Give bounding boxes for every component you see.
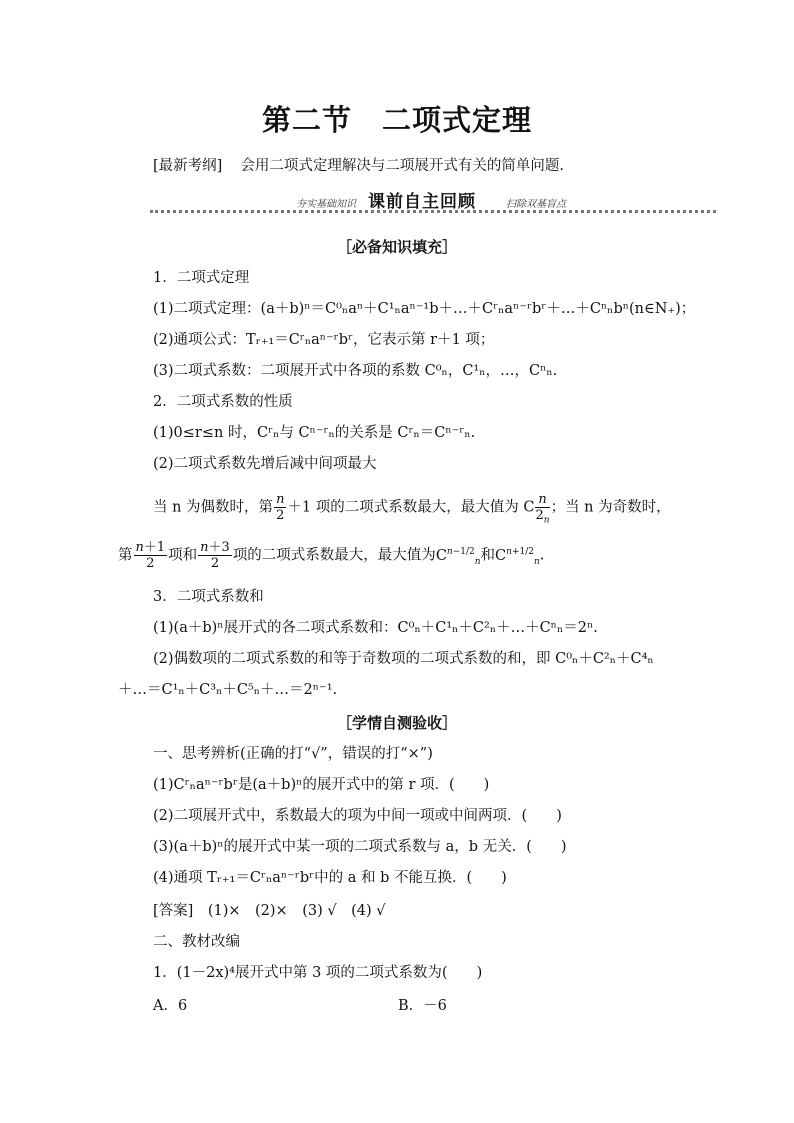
knowledge-heading-2: 2．二项式系数的性质 [153,394,293,410]
fraction-n-plus-1-over-2: $\frac{n+1}{2}$ [135,540,166,571]
selftest-heading-1: 一、思考辨析(正确的打“√”，错误的打“×”) [153,746,433,762]
syllabus-text: 会用二项式定理解决与二项展开式有关的简单问题. [240,158,564,174]
title-part1: 第二节 [261,103,352,137]
title-part2: 二项式定理 [382,103,533,137]
max-coef-2: $C^{n+1/2}_n$ [495,546,540,567]
page-title [0,98,794,139]
selftest-answer: [答案] (1)× (2)× (3) √ (4) √ [153,903,386,919]
odd-n-text-d: 和 [480,547,496,564]
knowledge-even-odd-sum: (2)偶数项的二项式系数的和等于奇数项的二项式系数的和，即 C⁰ₙ＋C²ₙ＋C⁴ₙ [153,651,654,667]
selftest-question-5: 1．(1－2x)⁴展开式中第 3 项的二项式系数为( ) [153,965,483,981]
selftest-question-2: (2)二项展开式中，系数最大的项为中间一项或中间两项．( ) [153,808,562,824]
selftest-question-4: (4)通项 Tᵣ₊₁＝Cʳₙaⁿ⁻ʳbʳ中的 a 和 b 不能互换．( ) [153,870,507,886]
even-n-text-a: 当 n 为偶数时，第 [153,499,274,516]
fraction-n-over-2: $\frac{n}{2}$ [276,492,285,523]
banner-left: 夯实基础知识 [296,199,356,210]
even-n-text-c: ；当 n 为奇数时， [550,499,671,516]
option-b: B．－6 [398,998,447,1014]
selftest-question-1: (1)Cʳₙaⁿ⁻ʳbʳ是(a＋b)ⁿ的展开式中的第 r 项．( ) [153,777,490,793]
knowledge-even-odd-sum-cont: ＋…＝C¹ₙ＋C³ₙ＋C⁵ₙ＋…＝2ⁿ⁻¹. [118,682,338,698]
syllabus-label: [最新考纲] [153,158,223,174]
section-banner [150,186,716,212]
section-title-selftest: ［学情自测验收］ [336,714,457,732]
knowledge-general-term: (2)通项公式：Tᵣ₊₁＝Cʳₙaⁿ⁻ʳbʳ，它表示第 r＋1 项； [153,332,495,348]
knowledge-binomial-coefficients: (3)二项式系数：二项展开式中各项的系数 C⁰ₙ，C¹ₙ，…，Cⁿₙ. [153,363,558,379]
selftest-heading-2: 二、教材改编 [153,934,240,950]
odd-n-text-c: 项的二项式系数最大，最大值为 [232,547,436,564]
max-coef-1: $C^{n-1/2}_n$ [435,546,481,567]
section-title-knowledge: ［必备知识填充］ [336,238,457,256]
odd-n-text-b: 项和 [168,547,198,564]
odd-n-text-a: 第 [118,547,133,564]
knowledge-heading-3: 3．二项式系数和 [153,589,264,605]
syllabus-line [153,156,564,176]
knowledge-even-n [153,492,671,526]
option-a: A．6 [153,998,188,1014]
banner-right: 扫除双基盲点 [506,199,566,210]
banner-center: 课前自主回顾 [368,192,476,212]
knowledge-unimodal: (2)二项式系数先增后减中间项最大 [153,456,377,472]
fraction-n-over-2-sup: $\frac{n}{2_n}$ [535,492,550,526]
knowledge-heading-1: 1．二项式定理 [153,270,250,286]
selftest-question-3: (3)(a＋b)ⁿ的展开式中某一项的二项式系数与 a，b 无关．( ) [153,839,567,855]
fraction-n-plus-3-over-2: $\frac{n+3}{2}$ [200,540,230,571]
knowledge-symmetry: (1)0≤r≤n 时，Cʳₙ与 Cⁿ⁻ʳₙ的关系是 Cʳₙ＝Cⁿ⁻ʳₙ. [153,425,476,441]
knowledge-coef-sum: (1)(a＋b)ⁿ展开式的各二项式系数和：C⁰ₙ＋C¹ₙ＋C²ₙ＋…＋Cⁿₙ＝2ⁿ. [153,620,598,636]
knowledge-binomial-theorem: (1)二项式定理：(a＋b)ⁿ＝C⁰ₙaⁿ＋C¹ₙaⁿ⁻¹b＋…＋Cʳₙaⁿ⁻ʳbʳ＋…＋Cⁿₙbⁿ(n∈N₊)； [153,301,696,317]
knowledge-odd-n: 第 $\frac{n+1}{2}$ 项和 $\frac{n+3}{2}$ 项的二项式系数最大，最大值为$C^{n-1/2}_n$和$C^{n+1/2}_n$. [118,540,545,571]
banner-dotted-rule [150,210,716,213]
even-n-text-b: ＋1 项的二项式系数最大，最大值为 C [287,499,535,516]
